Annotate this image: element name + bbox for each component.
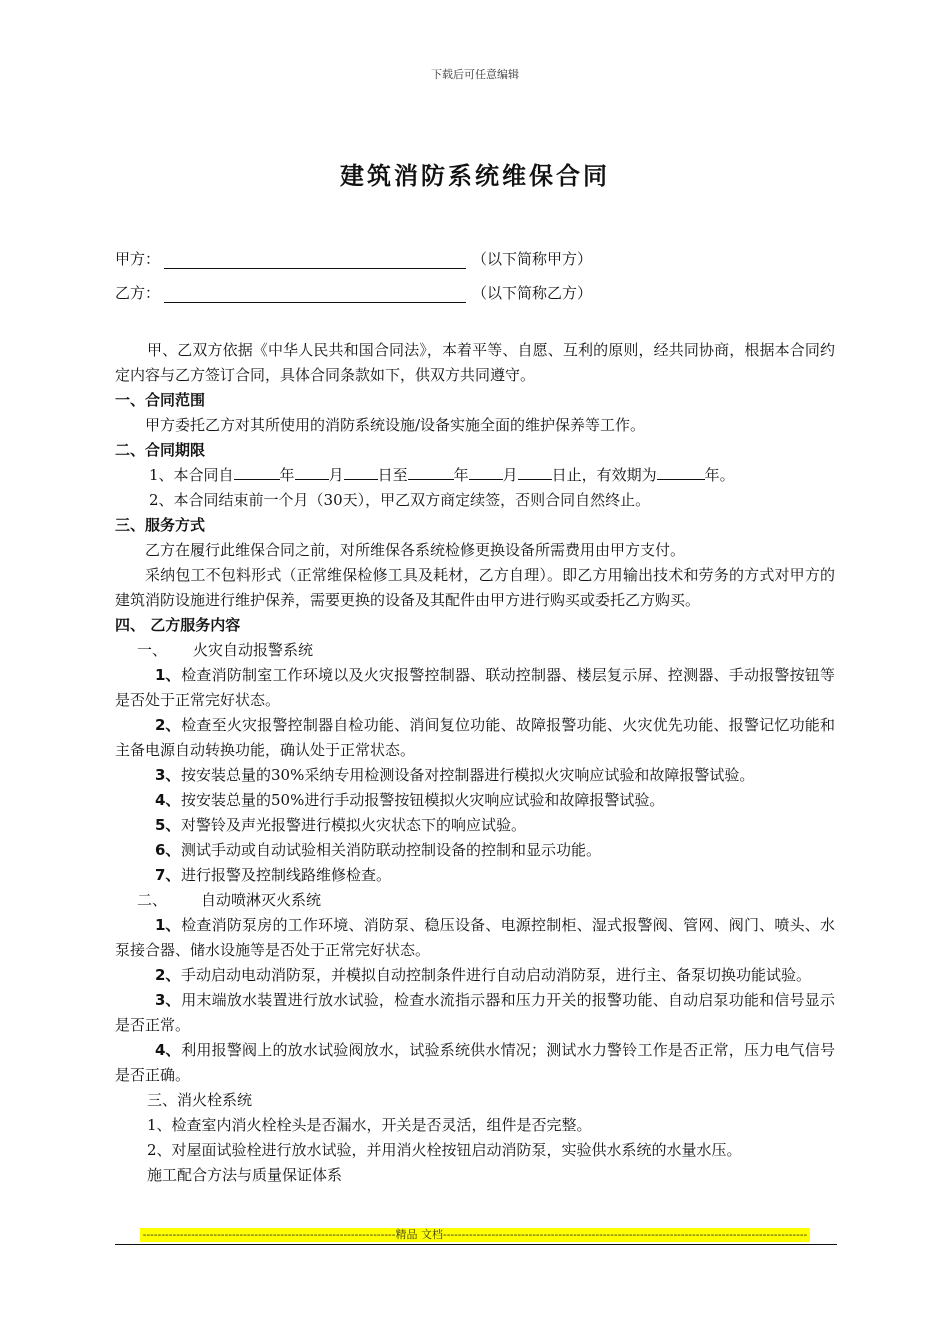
party-a-blank bbox=[164, 254, 466, 269]
subsection-3-title: 三、消火栓系统 bbox=[147, 1091, 253, 1109]
sprinkler-item-number: 4、 bbox=[155, 1041, 181, 1059]
blank-end-year bbox=[408, 465, 454, 480]
alarm-item bbox=[115, 838, 835, 863]
term-text-a: 1、本合同自 bbox=[149, 466, 234, 484]
blank-end-day bbox=[518, 465, 552, 480]
alarm-item bbox=[115, 763, 835, 788]
party-b-blank bbox=[164, 288, 466, 303]
alarm-item-number: 7、 bbox=[155, 866, 181, 884]
alarm-item-text: 测试手动或自动试验相关消防联动控制设备的控制和显示功能。 bbox=[181, 841, 602, 859]
alarm-item-text: 按安装总量的50%进行手动报警按钮模拟火灾响应试验和故障报警试验。 bbox=[181, 791, 665, 809]
hydrant-item: 2、对屋面试验栓进行放水试验，并用消火栓按钮启动消防泵，实验供水系统的水量水压。 bbox=[147, 1141, 742, 1159]
sprinkler-item-number: 2、 bbox=[155, 966, 181, 984]
term-text-b: 年 bbox=[279, 466, 295, 484]
subsection-1-label: 一、 bbox=[137, 641, 168, 659]
closing-line: 施工配合方法与质量保证体系 bbox=[147, 1166, 343, 1184]
sprinkler-item bbox=[115, 988, 835, 1038]
sprinkler-item-number: 1、 bbox=[155, 916, 181, 934]
section-2-heading: 二、合同期限 bbox=[115, 441, 206, 459]
footer-label: 精品 文档 bbox=[395, 1228, 443, 1241]
party-b-row bbox=[115, 282, 592, 303]
alarm-item bbox=[115, 863, 835, 888]
footer-banner bbox=[140, 1228, 810, 1242]
sprinkler-item-text: 用末端放水装置进行放水试验，检查水流指示器和压力开关的报警功能、自动启泵功能和信号显示是否正常。 bbox=[115, 991, 835, 1034]
term-text-g: 日止，有效期为 bbox=[551, 466, 657, 484]
sprinkler-item-text: 检查消防泵房的工作环境、消防泵、稳压设备、电源控制柜、湿式报警阀、管网、阀门、喷头、水泵接合器、储水设施等是否处于正常完好状态。 bbox=[115, 916, 835, 959]
sprinkler-item-text: 利用报警阀上的放水试验阀放水，试验系统供水情况；测试水力警铃工作是否正常，压力电气信号是否正确。 bbox=[115, 1041, 835, 1084]
subsection-1-title: 火灾自动报警系统 bbox=[193, 641, 314, 659]
blank-duration bbox=[657, 465, 705, 480]
alarm-item bbox=[115, 713, 835, 763]
sprinkler-item-number: 3、 bbox=[155, 991, 181, 1009]
alarm-item-text: 检查消防制室工作环境以及火灾报警控制器、联动控制器、楼层复示屏、控测器、手动报警按钮等是否处于正常完好状态。 bbox=[115, 666, 835, 709]
page-title: 建筑消防系统维保合同 bbox=[340, 161, 610, 190]
sprinkler-item bbox=[115, 1038, 835, 1088]
party-b-suffix: （以下简称乙方） bbox=[472, 284, 593, 302]
term-paragraph-1 bbox=[115, 463, 835, 488]
alarm-item bbox=[115, 663, 835, 713]
blank-end-month bbox=[469, 465, 503, 480]
blank-start-year bbox=[234, 465, 280, 480]
footer-dashes-left: -------------------------------------------------------------------- bbox=[142, 1228, 396, 1241]
alarm-item-text: 按安装总量的30%采纳专用检测设备对控制器进行模拟火灾响应试验和故障报警试验。 bbox=[181, 766, 755, 784]
alarm-item-number: 4、 bbox=[155, 791, 181, 809]
party-b-label: 乙方： bbox=[115, 284, 161, 302]
subsection-1-title-row bbox=[115, 638, 835, 663]
alarm-item-text: 检查至火灾报警控制器自检功能、消间复位功能、故障报警功能、火灾优先功能、报警记忆功能和主备电源自动转换功能，确认处于正常状态。 bbox=[115, 716, 835, 759]
alarm-item-text: 进行报警及控制线路维修检查。 bbox=[181, 866, 392, 884]
alarm-item-number: 2、 bbox=[155, 716, 181, 734]
party-a-row bbox=[115, 248, 592, 269]
term-text-d: 日至 bbox=[377, 466, 408, 484]
hydrant-item: 1、检查室内消火栓栓头是否漏水，开关是否灵活，组件是否完整。 bbox=[147, 1116, 592, 1134]
contract-body bbox=[115, 338, 835, 1188]
party-a-label: 甲方： bbox=[115, 250, 161, 268]
service-paragraph-2: 采纳包工不包料形式（正常维保检修工具及耗材，乙方自理）。即乙方用输出技术和劳务的方式对甲方的建筑消防设施进行维护保养，需要更换的设备及其配件由甲方进行购买或委托乙方购买。 bbox=[115, 566, 835, 609]
alarm-item-number: 3、 bbox=[155, 766, 181, 784]
blank-start-month bbox=[295, 465, 329, 480]
header-note: 下载后可任意编辑 bbox=[431, 68, 519, 81]
intro-paragraph: 甲、乙双方依据《中华人民共和国合同法》，本着平等、自愿、互利的原则，经共同协商，根据本合同约定内容与乙方签订合同，具体合同条款如下，供双方共同遵守。 bbox=[115, 341, 835, 384]
section-3-heading: 三、服务方式 bbox=[115, 516, 206, 534]
term-text-h: 年。 bbox=[704, 466, 735, 484]
subsection-2-title-row bbox=[115, 888, 835, 913]
footer-rule bbox=[115, 1244, 837, 1245]
section-4-heading: 四、 乙方服务内容 bbox=[115, 616, 241, 634]
party-a-suffix: （以下简称甲方） bbox=[472, 250, 593, 268]
sprinkler-item-text: 手动启动电动消防泵，并模拟自动控制条件进行自动启动消防泵，进行主、备泵切换功能试验。 bbox=[181, 966, 812, 984]
service-paragraph-1: 乙方在履行此维保合同之前，对所维保各系统检修更换设备所需费用由甲方支付。 bbox=[145, 541, 686, 559]
subsection-2-label: 二、 bbox=[137, 891, 168, 909]
alarm-item-number: 6、 bbox=[155, 841, 181, 859]
alarm-item bbox=[115, 788, 835, 813]
alarm-item-number: 1、 bbox=[155, 666, 181, 684]
blank-start-day bbox=[344, 465, 378, 480]
footer-dashes-right: -------------------------------------------------------------------------------------------------- bbox=[443, 1228, 808, 1241]
term-text-e: 年 bbox=[453, 466, 469, 484]
sprinkler-item bbox=[115, 963, 835, 988]
section-1-text: 甲方委托乙方对其所使用的消防系统设施/设备实施全面的维护保养等工作。 bbox=[145, 416, 646, 434]
term-paragraph-2: 2、本合同结束前一个月（30天），甲乙双方商定续签，否则合同自然终止。 bbox=[149, 491, 651, 509]
term-text-f: 月 bbox=[502, 466, 518, 484]
alarm-item bbox=[115, 813, 835, 838]
sprinkler-item bbox=[115, 913, 835, 963]
alarm-item-text: 对警铃及声光报警进行模拟火灾状态下的响应试验。 bbox=[181, 816, 527, 834]
section-1-heading: 一、合同范围 bbox=[115, 391, 206, 409]
term-text-c: 月 bbox=[328, 466, 344, 484]
alarm-item-number: 5、 bbox=[155, 816, 181, 834]
subsection-2-title: 自动喷淋灭火系统 bbox=[201, 891, 322, 909]
